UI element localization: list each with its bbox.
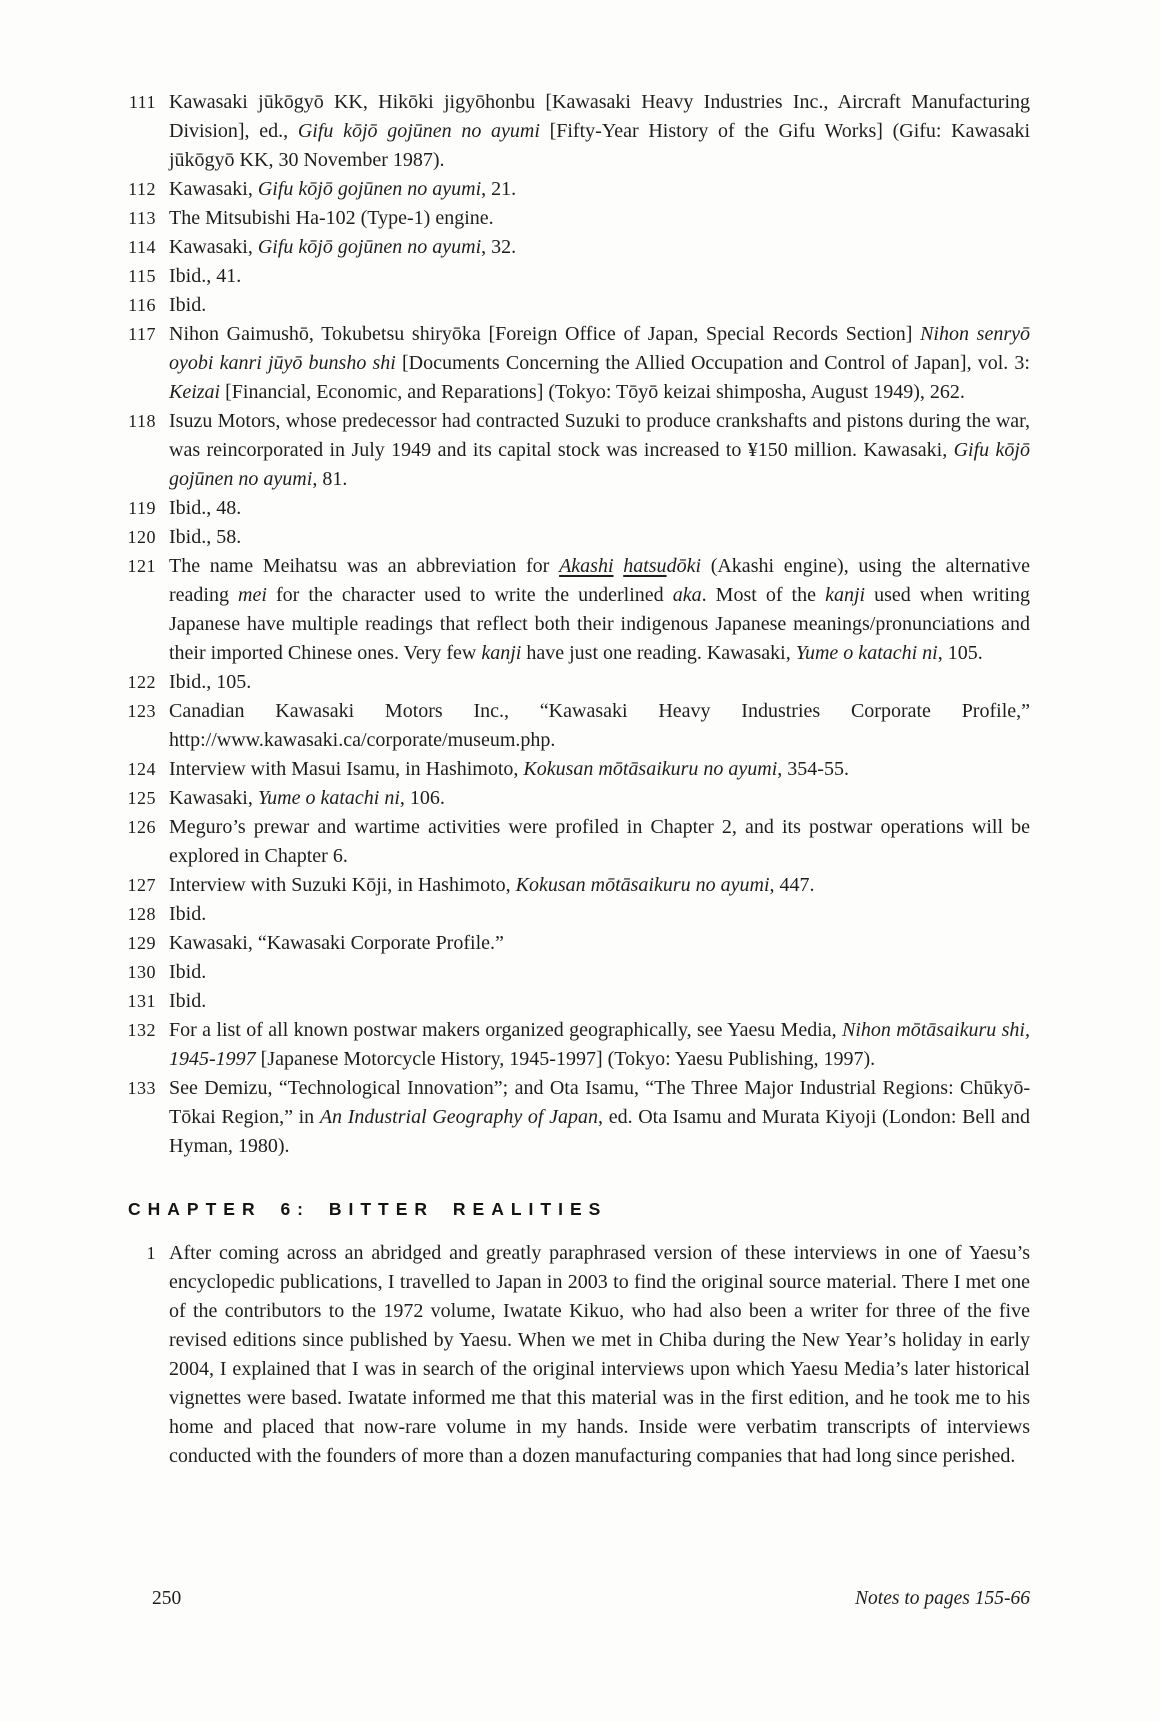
note-number: 125 (127, 788, 156, 808)
page-number: 250 (152, 1588, 182, 1609)
chapter6-notes-list (122, 1239, 1030, 1471)
note-item (122, 233, 1030, 262)
note-item (122, 1016, 1030, 1074)
note-number: 129 (127, 933, 156, 953)
note-item (122, 88, 1030, 175)
note-text: Interview with Suzuki Kōji, in Hashimoto, Kokusan mōtāsaikuru no ayumi, 447. (169, 874, 815, 896)
note-number: 112 (128, 179, 156, 199)
note-number: 131 (127, 991, 156, 1011)
note-item (122, 262, 1030, 291)
note-text: Ibid., 48. (169, 497, 242, 519)
note-item (122, 1074, 1030, 1161)
note-item (122, 523, 1030, 552)
note-item (122, 552, 1030, 668)
note-number: 133 (127, 1078, 156, 1098)
note-item (122, 1239, 1030, 1471)
note-item (122, 697, 1030, 755)
note-number: 114 (128, 237, 156, 257)
note-text: Nihon Gaimushō, Tokubetsu shiryōka [Foreign Office of Japan, Special Records Section] Nihon senryō oyobi kanri jūyō bunsho shi [Documents Concerning the Allied Occupation and Control of Japan], vol. 3: Keizai [Financial, Economic, and Reparations] (Tokyo: Tōyō keizai shimposha, August 1949), 262. (169, 323, 1030, 403)
note-item (122, 987, 1030, 1016)
note-item (122, 407, 1030, 494)
note-number: 118 (128, 411, 156, 431)
note-text: Ibid., 58. (169, 526, 242, 548)
note-number: 111 (128, 92, 156, 112)
chapter-heading: CHAPTER 6: BITTER REALITIES (128, 1199, 608, 1219)
note-item (122, 958, 1030, 987)
note-item (122, 494, 1030, 523)
note-number: 113 (128, 208, 156, 228)
note-item (122, 871, 1030, 900)
note-item (122, 755, 1030, 784)
note-text: After coming across an abridged and greatly paraphrased version of these interviews in one of Yaesu’s encyclopedic publications, I travelled to Japan in 2003 to find the original source material. There I met one of the contributors to the 1972 volume, Iwatate Kikuo, who had also been a writer for three of the five revised editions since published by Yaesu. When we met in Chiba during the New Year’s holiday in early 2004, I explained that I was in search of the original interviews upon which Yaesu Media’s later historical vignettes were based. Iwatate informed me that this material was in the first edition, and he took me to his home and placed that now-rare volume in my hands. Inside were verbatim transcripts of interviews conducted with the founders of more than a dozen manufacturing companies that had long since perished. (169, 1242, 1030, 1467)
note-text: Kawasaki jūkōgyō KK, Hikōki jigyōhonbu [Kawasaki Heavy Industries Inc., Aircraft Manufacturing Division], ed., Gifu kōjō gojūnen no ayumi [Fifty-Year History of the Gifu Works] (Gifu: Kawasaki jūkōgyō KK, 30 November 1987). (169, 91, 1031, 171)
note-text: Ibid. (169, 990, 207, 1012)
endnotes-section (122, 88, 1030, 1471)
note-text: Ibid. (169, 961, 207, 983)
note-item (122, 900, 1030, 929)
note-text: Ibid., 41. (169, 265, 242, 287)
note-text: The name Meihatsu was an abbreviation for Akashi hatsudōki (Akashi engine), using the alternative reading mei for the character used to write the underlined aka. Most of the kanji used when writing Japanese have multiple readings that reflect both their indigenous Japanese meanings/pronunciations and their imported Chinese ones. Very few kanji have just one reading. Kawasaki, Yume o katachi ni, 105. (169, 555, 1030, 664)
note-number: 115 (128, 266, 156, 286)
note-number: 130 (127, 962, 156, 982)
note-number: 132 (127, 1020, 156, 1040)
note-text: Interview with Masui Isamu, in Hashimoto, Kokusan mōtāsaikuru no ayumi, 354-55. (169, 758, 849, 780)
note-text: Meguro’s prewar and wartime activities were profiled in Chapter 2, and its postwar operations will be explored in Chapter 6. (169, 816, 1030, 867)
note-text: Kawasaki, Gifu kōjō gojūnen no ayumi, 21. (169, 178, 517, 200)
note-text: See Demizu, “Technological Innovation”; and Ota Isamu, “The Three Major Industrial Regions: Chūkyō-Tōkai Region,” in An Industrial Geography of Japan, ed. Ota Isamu and Murata Kiyoji (London: Bell and Hyman, 1980). (169, 1077, 1031, 1157)
note-number: 128 (127, 904, 156, 924)
note-number: 126 (127, 817, 156, 837)
note-item (122, 813, 1030, 871)
running-footer: Notes to pages 155-66 (855, 1588, 1030, 1609)
note-number: 123 (127, 701, 156, 721)
note-number: 121 (127, 556, 156, 576)
note-number: 1 (146, 1243, 156, 1263)
note-text: Kawasaki, “Kawasaki Corporate Profile.” (169, 932, 504, 954)
notes-list (122, 88, 1030, 1161)
note-text: Kawasaki, Yume o katachi ni, 106. (169, 787, 445, 809)
note-item (122, 320, 1030, 407)
note-number: 120 (127, 527, 156, 547)
note-text: The Mitsubishi Ha-102 (Type-1) engine. (169, 207, 494, 229)
note-number: 127 (127, 875, 156, 895)
note-number: 119 (128, 498, 156, 518)
note-text: Canadian Kawasaki Motors Inc., “Kawasaki Heavy Industries Corporate Profile,” http://www.kawasaki.ca/corporate/museum.php. (169, 700, 1030, 751)
note-item (122, 204, 1030, 233)
note-item (122, 784, 1030, 813)
note-number: 122 (127, 672, 156, 692)
note-item (122, 929, 1030, 958)
note-text: Ibid., 105. (169, 671, 252, 693)
note-text: Ibid. (169, 903, 207, 925)
page-footer (152, 1586, 1030, 1612)
note-number: 117 (128, 324, 156, 344)
note-item (122, 668, 1030, 697)
note-text: Isuzu Motors, whose predecessor had contracted Suzuki to produce crankshafts and pistons during the war, was reincorporated in July 1949 and its capital stock was increased to ¥150 million. Kawasaki, Gifu kōjō gojūnen no ayumi, 81. (169, 410, 1030, 490)
note-text: For a list of all known postwar makers organized geographically, see Yaesu Media, Nihon mōtāsaikuru shi, 1945-1997 [Japanese Motorcycle History, 1945-1997] (Tokyo: Yaesu Publishing, 1997). (169, 1019, 1030, 1070)
note-item (122, 291, 1030, 320)
note-number: 124 (127, 759, 156, 779)
note-item (122, 175, 1030, 204)
note-text: Ibid. (169, 294, 207, 316)
note-text: Kawasaki, Gifu kōjō gojūnen no ayumi, 32. (169, 236, 517, 258)
note-number: 116 (128, 295, 156, 315)
